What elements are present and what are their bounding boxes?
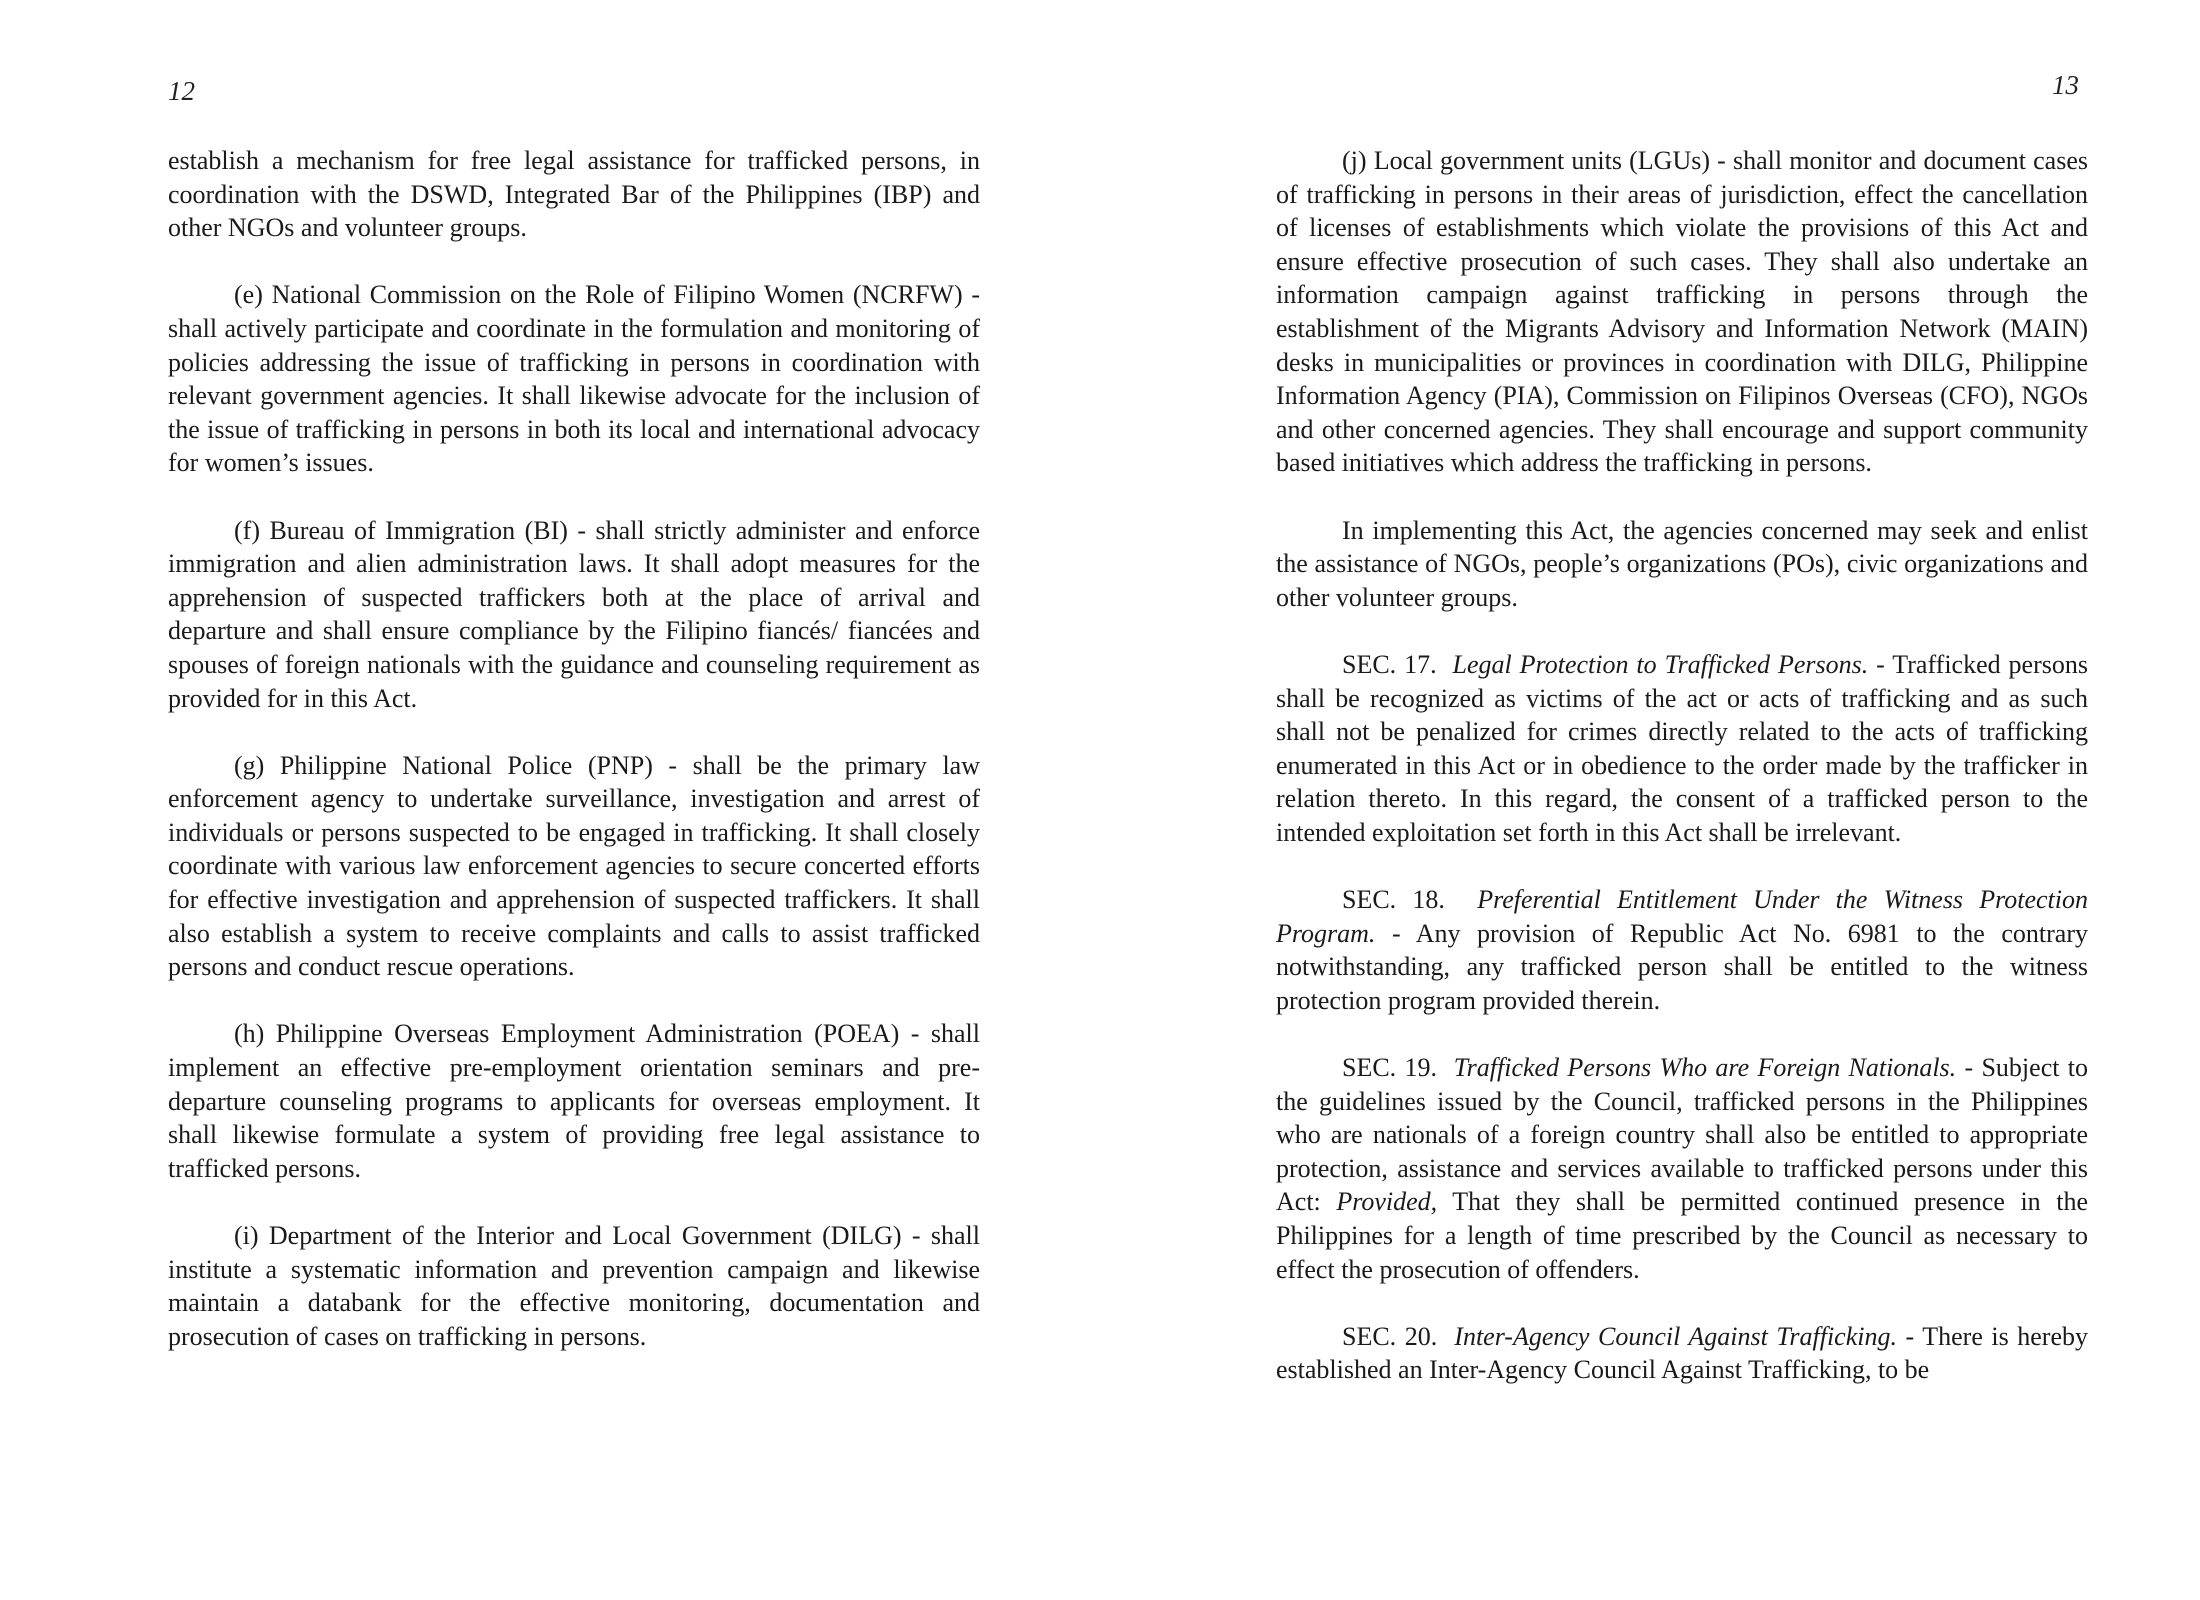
page-body — [1276, 144, 2088, 1421]
paragraph-lgus: (j) Local government units (LGUs) - shall monitor and document cases of trafficking in persons in their areas of jurisdiction, effect the cancellation of licenses of establishments which violate the provisions of this Act and ensure effective prosecution of such cases. They shall also undertake an information campaign against trafficking in persons through the establishment of the Migrants Advisory and Information Network (MAIN) desks in municipalities or provinces in coordination with DILG, Philippine Information Agency (PIA), Commission on Filipinos Overseas (CFO), NGOs and other concerned agencies. They shall encourage and support community based initiatives which address the trafficking in persons. — [1276, 146, 2088, 478]
paragraph-pnp: (g) Philippine National Police (PNP) - shall be the primary law enforcement agency to undertake surveillance, investigation and arrest of individuals or persons suspected to be engaged in trafficking. It shall closely coordinate with various law enforcement agencies to secure concerted efforts for effective investigation and apprehension of suspected traffickers. It shall also establish a system to receive complaints and calls to assist trafficked persons and conduct rescue operations. — [168, 750, 980, 982]
right-page — [1100, 0, 2200, 1600]
section-text: - Any provision of Republic Act No. 6981 to the contrary notwithstanding, any trafficked person shall be entitled to the witness protection program provided therein. — [1276, 918, 2088, 1015]
page-number: 13 — [2052, 70, 2079, 100]
page-body — [168, 144, 980, 1387]
paragraph-ncrfw: (e) National Commission on the Role of Filipino Women (NCRFW) - shall actively participate and coordinate in the formulation and monitoring of policies addressing the issue of trafficking in persons in coordination with relevant government agencies. It shall likewise advocate for the inclusion of the issue of trafficking in persons in both its local and international advocacy for women’s issues. — [168, 280, 980, 478]
section-17 — [1276, 648, 2088, 850]
section-number: SEC. 19. — [1342, 1053, 1437, 1083]
paragraph-dilg: (i) Department of the Interior and Local Government (DILG) - shall institute a systematic information and prevention campaign and likewise maintain a databank for the effective monitoring, documentation and prosecution of cases on trafficking in persons. — [168, 1221, 980, 1351]
page-number: 12 — [168, 76, 195, 106]
paragraph-poea: (h) Philippine Overseas Employment Administration (POEA) - shall implement an effective pre-employment orientation seminars and pre-departure counseling programs to applicants for overseas employment. It shall likewise formulate a system of providing free legal assistance to trafficked persons. — [168, 1019, 980, 1183]
section-emphasis: Provided, — [1336, 1187, 1438, 1217]
paragraph-continuation: establish a mechanism for free legal assistance for trafficked persons, in coordination with the DSWD, Integrated Bar of the Philippines (IBP) and other NGOs and volunteer groups. — [168, 146, 980, 243]
section-20 — [1276, 1320, 2088, 1387]
section-title: Preferential Entitlement Under the Witness Protection Program. — [1276, 885, 2088, 948]
paragraph-bureau-of-immigration: (f) Bureau of Immigration (BI) - shall strictly administer and enforce immigration and alien administration laws. It shall adopt measures for the apprehension of suspected traffickers both at the place of arrival and departure and shall ensure compliance by the Filipino fiancés/ fiancées and spouses of foreign nationals with the guidance and counseling requirement as provided for in this Act. — [168, 515, 980, 713]
section-title: Inter-Agency Council Against Trafficking. — [1454, 1321, 1897, 1351]
section-number: SEC. 18. — [1342, 885, 1445, 915]
section-title: Legal Protection to Trafficked Persons. — [1452, 649, 1869, 679]
section-title: Trafficked Persons Who are Foreign Nationals. — [1453, 1053, 1957, 1083]
section-text-continued: That they shall be permitted continued presence in the Philippines for a length of time prescribed by the Council as necessary to effect the prosecution of offenders. — [1276, 1187, 2089, 1284]
section-text: - Trafficked persons shall be recognized as victims of the act or acts of trafficking and as such shall not be penalized for crimes directly related to the acts of trafficking enumerated in this Act or in obedience to the order made by the trafficker in relation thereto. In this regard, the consent of a trafficked person to the intended exploitation set forth in this Act shall be irrelevant. — [1276, 649, 2088, 847]
section-text: - There is hereby established an Inter-Agency Council Against Trafficking, to be — [1276, 1321, 2088, 1385]
section-19 — [1276, 1051, 2088, 1286]
section-18 — [1276, 883, 2088, 1017]
section-number: SEC. 17. — [1342, 649, 1437, 679]
paragraph-implementing: In implementing this Act, the agencies concerned may seek and enlist the assistance of NGOs, people’s organizations (POs), civic organizations and other volunteer groups. — [1276, 515, 2088, 612]
section-text: - Subject to the guidelines issued by the Council, trafficked persons in the Philippines who are nationals of a foreign country shall also be entitled to appropriate protection, assistance and services available to trafficked persons under this Act: — [1276, 1053, 2088, 1217]
section-number: SEC. 20. — [1342, 1321, 1438, 1351]
